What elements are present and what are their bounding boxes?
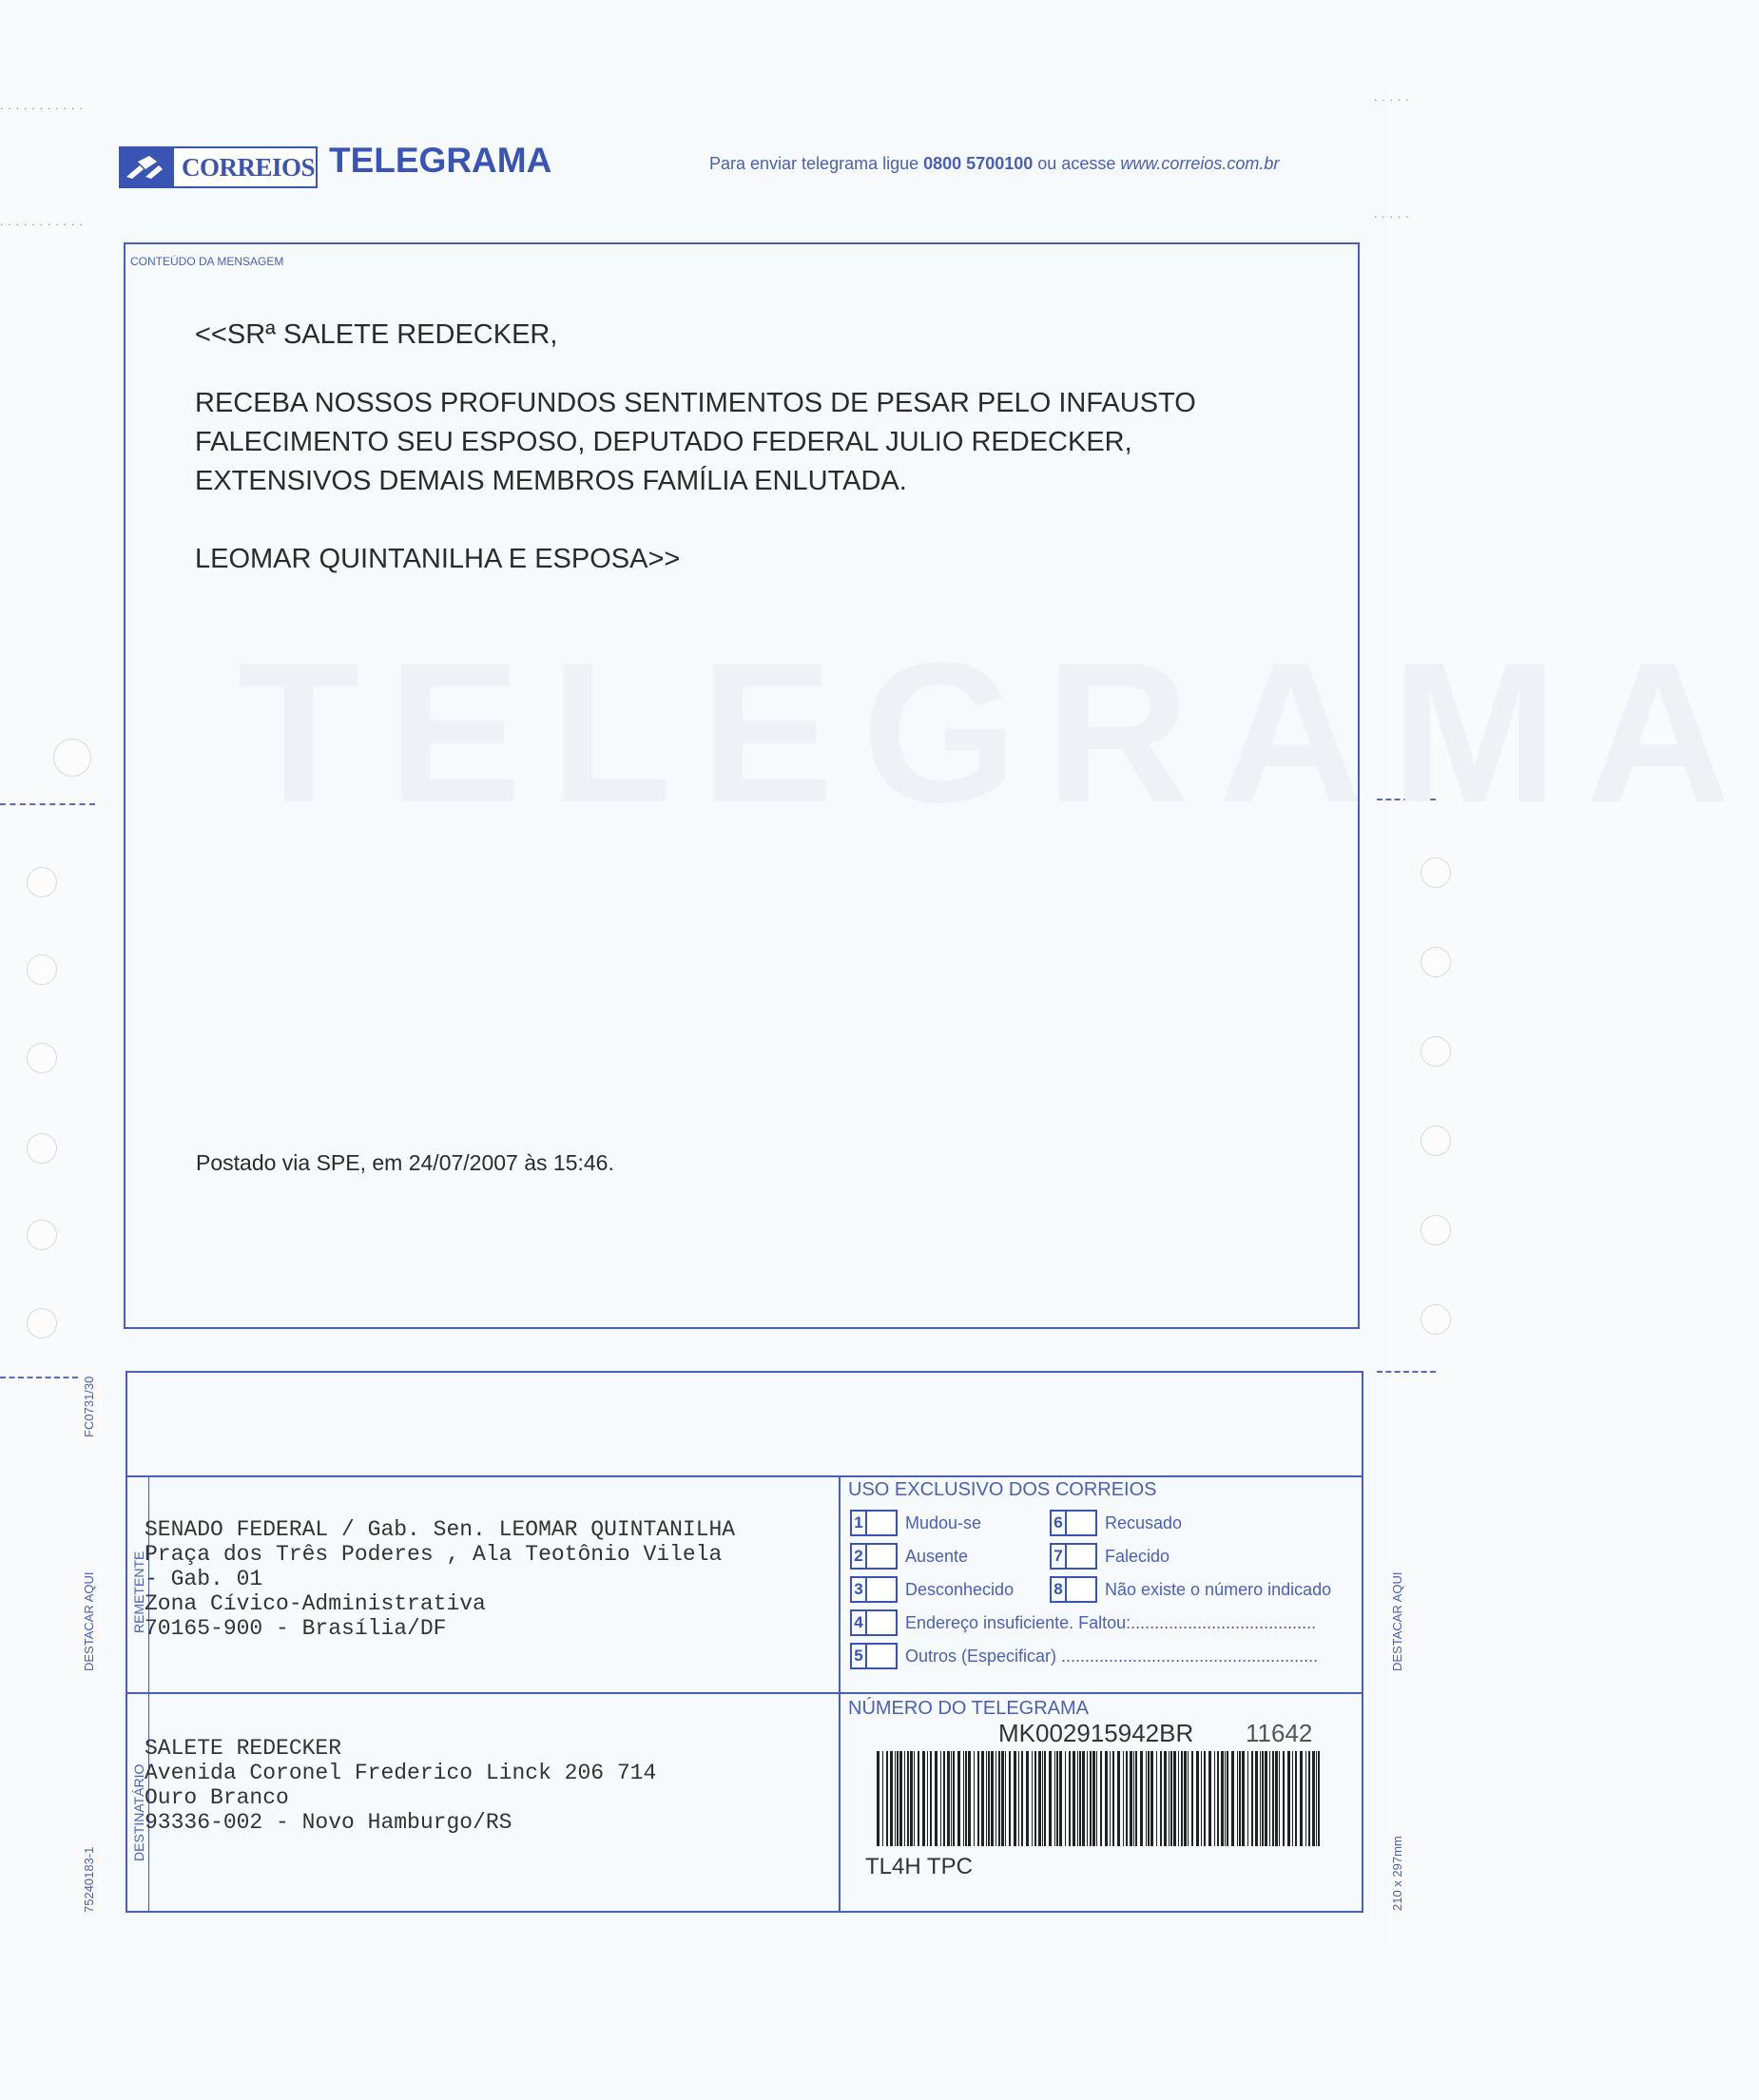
option-absent[interactable]: 2 Ausente: [850, 1543, 968, 1570]
correios-logo: [119, 146, 318, 188]
barcode-bar: [1150, 1751, 1153, 1846]
route-code: TL4H TPC: [865, 1854, 973, 1879]
checkbox[interactable]: [867, 1643, 898, 1669]
form-divider: [839, 1475, 841, 1913]
barcode-bar: [1272, 1751, 1274, 1846]
barcode-bar: [981, 1751, 984, 1846]
barcode-bar: [1021, 1751, 1023, 1846]
punch-hole: [1421, 1036, 1451, 1067]
barcode-bar: [918, 1751, 919, 1846]
barcode-bar: [904, 1751, 905, 1846]
correios-logo-icon: [121, 148, 174, 186]
right-perforation-dots: .....: [1374, 90, 1414, 104]
barcode-bar: [1087, 1751, 1088, 1846]
barcode-bar: [1269, 1751, 1270, 1846]
barcode-bar: [1308, 1751, 1310, 1846]
checkbox[interactable]: [867, 1510, 898, 1536]
barcode-bar: [1217, 1751, 1219, 1846]
punch-hole: [27, 867, 57, 897]
barcode-bar: [1079, 1751, 1081, 1846]
barcode-bar: [1026, 1751, 1029, 1846]
barcode-bar: [930, 1751, 932, 1846]
perforation-line: [0, 1377, 78, 1378]
barcode-bar: [1100, 1751, 1102, 1846]
punch-hole: [53, 739, 91, 777]
barcode-bar: [1214, 1751, 1215, 1846]
barcode-bar: [1173, 1751, 1176, 1846]
barcode-bar: [1201, 1751, 1202, 1846]
punch-hole: [27, 954, 57, 985]
barcode-bar: [1225, 1751, 1226, 1846]
perforation-line: [0, 803, 95, 805]
barcode-bar: [907, 1751, 909, 1846]
document-title: TELEGRAMA: [329, 141, 552, 180]
barcode-bar: [1130, 1751, 1132, 1846]
barcode-bar: [1181, 1751, 1183, 1846]
barcode-bar: [965, 1751, 967, 1846]
barcode-bar: [1231, 1751, 1234, 1846]
barcode-bar: [1221, 1751, 1224, 1846]
telegram-number: MK002915942BR: [998, 1719, 1194, 1747]
punch-hole: [1421, 947, 1451, 977]
barcode-bar: [953, 1751, 955, 1846]
sender-line: SENADO FEDERAL / Gab. Sen. LEOMAR QUINTANILHA: [145, 1517, 736, 1542]
barcode-bar: [1117, 1751, 1120, 1846]
sender-line: 70165-900 - Brasília/DF: [145, 1616, 447, 1641]
barcode-bar: [1110, 1751, 1111, 1846]
barcode-bar: [1044, 1751, 1046, 1846]
checkbox[interactable]: [867, 1543, 898, 1570]
message-line: FALECIMENTO SEU ESPOSO, DEPUTADO FEDERAL JULIO REDECKER,: [195, 427, 1132, 457]
barcode-bar: [1265, 1751, 1267, 1846]
barcode-bar: [1262, 1751, 1264, 1846]
barcode-bar: [1092, 1751, 1095, 1846]
sender-line: Praça dos Três Poderes , Ala Teotônio Vilela: [145, 1542, 723, 1567]
barcode-bar: [1105, 1751, 1108, 1846]
barcode-bar: [986, 1751, 987, 1846]
form-divider: [126, 1692, 1363, 1694]
left-perforation-dots: ...........: [0, 215, 87, 228]
barcode-bar: [1227, 1751, 1228, 1846]
barcode-bar: [1049, 1751, 1052, 1846]
checkbox[interactable]: [1067, 1543, 1097, 1570]
barcode-bar: [910, 1751, 913, 1846]
recipient-line: Avenida Coronel Frederico Linck 206 714: [145, 1761, 657, 1785]
barcode-bar: [943, 1751, 945, 1846]
header-info: [709, 154, 1279, 174]
barcode-bar: [974, 1751, 975, 1846]
barcode-bar: [1069, 1751, 1071, 1846]
barcode-bar: [1251, 1751, 1253, 1846]
barcode-bar: [1184, 1751, 1187, 1846]
detach-label-left: DESTACAR AQUI: [82, 1571, 96, 1671]
barcode-bar: [1295, 1751, 1297, 1846]
option-number-not-found[interactable]: 8 Não existe o número indicado: [1050, 1576, 1331, 1603]
barcode-bar: [1242, 1751, 1245, 1846]
message-body: [195, 384, 1196, 501]
punch-hole: [27, 1308, 57, 1339]
checkbox[interactable]: [867, 1576, 898, 1603]
barcode-bar: [895, 1751, 896, 1846]
info-url: www.correios.com.br: [1120, 154, 1280, 173]
barcode-bar: [935, 1751, 937, 1846]
usage-title: USO EXCLUSIVO DOS CORREIOS: [848, 1479, 1157, 1500]
barcode-bar: [977, 1751, 979, 1846]
barcode-bar: [899, 1751, 902, 1846]
barcode-bar: [914, 1751, 915, 1846]
barcode-bar: [1140, 1751, 1143, 1846]
barcode-bar: [963, 1751, 964, 1846]
option-unknown[interactable]: 3 Desconhecido: [850, 1576, 1014, 1603]
barcode-bar: [1318, 1751, 1320, 1846]
barcode-bar: [1156, 1751, 1157, 1846]
barcode-bar: [927, 1751, 928, 1846]
message-line: RECEBA NOSSOS PROFUNDOS SENTIMENTOS DE PESAR PELO INFAUSTO: [195, 388, 1196, 418]
sender-line: - Gab. 01: [145, 1567, 263, 1591]
info-prefix: Para enviar telegrama ligue: [709, 154, 919, 173]
barcode-bar: [998, 1751, 1000, 1846]
punch-hole: [27, 1133, 57, 1164]
barcode-bar: [1196, 1751, 1199, 1846]
barcode-bar: [1170, 1751, 1172, 1846]
left-perforation-dots: ...........: [0, 99, 87, 112]
info-middle: ou acesse: [1037, 154, 1116, 173]
barcode-bar: [988, 1751, 990, 1846]
barcode-bar: [1054, 1751, 1055, 1846]
barcode-bar: [1148, 1751, 1150, 1846]
barcode-bar: [1164, 1751, 1167, 1846]
barcode-bar: [1112, 1751, 1114, 1846]
barcode-bar: [995, 1751, 996, 1846]
barcode-bar: [1082, 1751, 1085, 1846]
message-caption: CONTEÚDO DA MENSAGEM: [130, 255, 284, 268]
barcode-bar: [1034, 1751, 1036, 1846]
barcode-bar: [1204, 1751, 1206, 1846]
barcode-bar: [1073, 1751, 1075, 1846]
recipient-line: SALETE REDECKER: [145, 1736, 342, 1761]
punch-hole: [1421, 857, 1451, 888]
barcode-bar: [1247, 1751, 1248, 1846]
paper-size: 210 x 297mm: [1390, 1836, 1404, 1911]
sender-label: REMETENTE: [131, 1551, 146, 1633]
barcode-bar: [1316, 1751, 1317, 1846]
barcode-bar: [1292, 1751, 1293, 1846]
barcode-bar: [1305, 1751, 1306, 1846]
barcode-bar: [1275, 1751, 1278, 1846]
sender-address: [145, 1517, 735, 1641]
barcode-bar: [1160, 1751, 1162, 1846]
barcode-bar: [1260, 1751, 1261, 1846]
barcode-bar: [1283, 1751, 1285, 1846]
barcode-bar: [1001, 1751, 1004, 1846]
punch-hole: [1421, 1215, 1451, 1245]
message-salutation: <<SRª SALETE REDECKER,: [195, 319, 558, 350]
watermark: TELEGRAMA: [238, 621, 1759, 844]
barcode-bar: [1133, 1751, 1134, 1846]
barcode-bar: [1191, 1751, 1193, 1846]
checkbox[interactable]: [1067, 1576, 1097, 1603]
barcode-bar: [1009, 1751, 1011, 1846]
barcode-bar: [1208, 1751, 1211, 1846]
barcode-bar: [1005, 1751, 1006, 1846]
barcode-bar: [1065, 1751, 1066, 1846]
recipient-line: 93336-002 - Novo Hamburgo/RS: [145, 1810, 512, 1835]
barcode-bar: [1300, 1751, 1303, 1846]
barcode-bar: [1135, 1751, 1137, 1846]
posted-info: Postado via SPE, em 24/07/2007 às 15:46.: [196, 1150, 614, 1175]
logo-text: CORREIOS: [182, 152, 316, 182]
barcode-bar: [1018, 1751, 1019, 1846]
message-signature: LEOMAR QUINTANILHA E ESPOSA>>: [195, 544, 681, 574]
punch-hole: [27, 1043, 57, 1073]
barcode-bar: [1059, 1751, 1062, 1846]
barcode: [877, 1751, 1324, 1846]
option-insufficient-address[interactable]: 4 Endereço insuficiente. Faltou:.......................................: [850, 1609, 1316, 1636]
punch-hole: [27, 1220, 57, 1250]
barcode-bar: [1042, 1751, 1043, 1846]
barcode-bar: [1178, 1751, 1179, 1846]
barcode-bar: [951, 1751, 952, 1846]
barcode-bar: [882, 1751, 883, 1846]
barcode-bar: [1126, 1751, 1128, 1846]
barcode-bar: [1077, 1751, 1078, 1846]
barcode-bar: [947, 1751, 950, 1846]
barcode-bar: [1255, 1751, 1258, 1846]
recipient-line: Ouro Branco: [145, 1785, 289, 1810]
barcode-bar: [991, 1751, 994, 1846]
serial-number: 75240183-1: [82, 1846, 96, 1913]
message-line: EXTENSIVOS DEMAIS MEMBROS FAMÍLIA ENLUTADA.: [195, 466, 907, 496]
barcode-bar: [897, 1751, 899, 1846]
barcode-bar: [957, 1751, 960, 1846]
option-refused[interactable]: 6 Recusado: [1050, 1510, 1182, 1536]
recipient-label: DESTINATÁRIO: [131, 1763, 146, 1861]
barcode-bar: [1312, 1751, 1315, 1846]
right-perforation-dots: .....: [1374, 207, 1414, 221]
barcode-bar: [1287, 1751, 1290, 1846]
barcode-bar: [1279, 1751, 1280, 1846]
barcode-bar: [1146, 1751, 1147, 1846]
telegram-code: 11642: [1246, 1719, 1313, 1747]
barcode-bar: [922, 1751, 925, 1846]
barcode-bar: [968, 1751, 971, 1846]
barcode-bar: [940, 1751, 941, 1846]
option-moved[interactable]: 1 Mudou-se: [850, 1510, 981, 1536]
punch-hole: [1421, 1126, 1451, 1156]
barcode-bar: [890, 1751, 893, 1846]
info-phone: 0800 5700100: [923, 154, 1034, 173]
telegram-number-title: NÚMERO DO TELEGRAMA: [848, 1698, 1089, 1719]
barcode-bar: [886, 1751, 888, 1846]
checkbox[interactable]: [867, 1609, 898, 1636]
barcode-bar: [1032, 1751, 1033, 1846]
barcode-bar: [1038, 1751, 1041, 1846]
barcode-bar: [1123, 1751, 1124, 1846]
form-code: FC0731/30: [82, 1376, 96, 1437]
barcode-bar: [1239, 1751, 1241, 1846]
barcode-bar: [1056, 1751, 1058, 1846]
barcode-bar: [1014, 1751, 1016, 1846]
barcode-bar: [1237, 1751, 1238, 1846]
barcode-bar: [1096, 1751, 1097, 1846]
punch-hole: [1421, 1304, 1451, 1335]
option-deceased[interactable]: 7 Falecido: [1050, 1543, 1169, 1570]
perforation-line: [1377, 1371, 1436, 1373]
recipient-address: [145, 1736, 656, 1835]
option-other[interactable]: 5 Outros (Especificar) ......................................................: [850, 1643, 1318, 1669]
checkbox[interactable]: [1067, 1510, 1097, 1536]
sender-line: Zona Cívico-Administrativa: [145, 1591, 486, 1616]
detach-label-right: DESTACAR AQUI: [1390, 1571, 1404, 1671]
barcode-bar: [1090, 1751, 1092, 1846]
barcode-bar: [877, 1751, 880, 1846]
form-divider: [126, 1475, 1363, 1477]
barcode-bar: [1188, 1751, 1189, 1846]
